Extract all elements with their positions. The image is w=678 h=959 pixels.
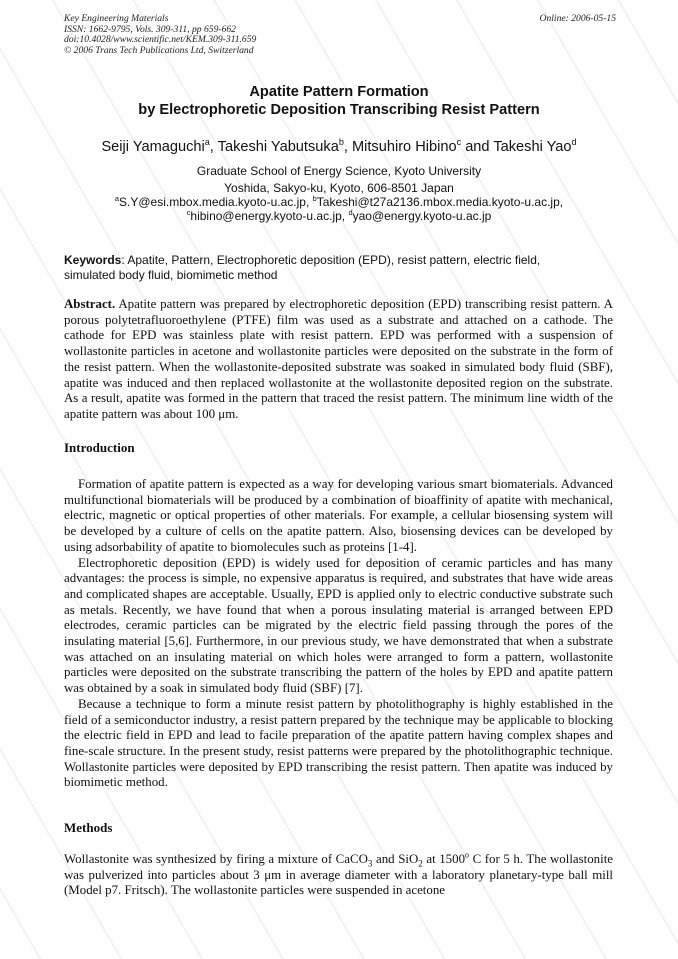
intro-paragraph-1: Formation of apatite pattern is expected as a way for developing various smart biomaterials. Advanced multifunctional biomaterials will be produced by a combination of bioaffinity of apatite with mechanical, electric, magnetic or optical properties of other materials. For example, a cellular biosensing system will be developed by a culture of cells on the apatite pattern. Also, biosensing devices can be developed by using adsorbability of apatite to biomolecules such as proteins [1-4]. [64,477,613,554]
author-name: Takeshi Yao [493,139,572,155]
introduction-heading: Introduction [64,440,135,455]
intro-paragraph-3: Because a technique to form a minute resist pattern by photolithography is highly established in the field of a semiconductor industry, a resist pattern prepared by the technique may be applicable to blocking the electric field in EPD and lead to facile preparation of the apatite pattern having complex shapes and fine-scale structure. In the present study, resist patterns were prepared by the photolithographic technique. Wollastonite particles were deposited by EPD transcribing the resist pattern. Then apatite was induced by biomimetic method. [64,696,613,790]
email-c: hibino@energy.kyoto-u.ac.jp, [190,209,349,223]
email-line-2: $^c$hibino@energy.kyoto-u.ac.jp, $^d$yao@energy.kyoto-u.ac.jp [186,208,492,223]
methods-heading: Methods [64,820,113,835]
doi-line: doi:10.4028/www.scientific.net/KEM.309-311.659 [64,34,257,46]
title-line-1: Apatite Pattern Formation [249,84,429,100]
abstract-text: Apatite pattern was prepared by electrophoretic deposition (EPD) transcribing resist pattern. A porous polytetrafluoroethylene (PTFE) film was used as a substrate and attached on a cathode. The cathode for EPD was stainless plate with resist pattern. EPD was performed with a suspension of wollastonite particles in acetone and wollastonite particles were deposited on the substrate in the form of the resist pattern. When the wollastonite-deposited substrate was soaked in simulated body fluid (SBF), apatite was induced and then replaced wollastonite at the wollastonite deposited region on the substrate. As a result, apatite was formed in the pattern that traced the resist pattern. The minimum line width of the apatite pattern was about 100 μm. [64,297,613,421]
affiliation-institution: Graduate School of Energy Science, Kyoto University [196,164,482,178]
issn-line: ISSN: 1662-9795, Vols. 309-311, pp 659-662 [64,23,236,35]
copyright-line: © 2006 Trans Tech Publications Ltd, Switzerland [64,44,254,56]
author-name: Takeshi Yabutsuka [217,139,339,155]
methods-paragraph: Wollastonite was synthesized by firing a mixture of CaCO$_3$ and SiO$_2$ at 1500$^o$ C for 5 h. The wollastonite was pulverized into particles about 3 μm in average diameter with a laboratory planetary-type ball mill (Model p7. Fritsch). The wollastonite particles were suspended in acetone [64,850,614,898]
journal-name: Key Engineering Materials [64,13,169,24]
author-name: Seiji Yamaguchi [101,139,205,155]
email-d: yao@energy.kyoto-u.ac.jp [352,209,492,223]
email-line-1: $^a$S.Y@esi.mbox.media.kyoto-u.ac.jp, $^b$Takeshi@t27a2136.mbox.media.kyoto-u.ac.jp, [114,194,564,209]
author-list: Seiji Yamaguchi$^a$, Takeshi Yabutsuka$^b$, Mitsuhiro Hibino$^c$ and Takeshi Yao$^d$ [101,137,577,155]
author-sup: b [338,137,344,148]
email-b: Takeshi@t27a2136.mbox.media.kyoto-u.ac.jp, [316,195,564,209]
author-sup: d [571,137,577,148]
email-a: S.Y@esi.mbox.media.kyoto-u.ac.jp, [119,195,313,209]
author-sup: a [204,137,210,148]
online-date: Online: 2006-05-15 [539,13,616,24]
methods-body [64,852,613,899]
paper-title [0,83,678,119]
journal-header [64,14,616,56]
abstract-label: Abstract. [64,297,116,311]
keywords-label: Keywords [64,253,122,267]
affiliation-address: Yoshida, Sakyo-ku, Kyoto, 606-8501 Japan [224,181,454,195]
abstract [64,297,613,423]
keywords-text: : Apatite, Pattern, Electrophoretic deposition (EPD), resist pattern, electric field, simulated body fluid, biomimetic method [64,253,541,282]
author-sup: c [456,137,462,148]
author-name: Mitsuhiro Hibino [351,139,457,155]
intro-paragraph-2: Electrophoretic deposition (EPD) is widely used for deposition of ceramic particles and has many advantages: the process is simple, no expensive apparatus is required, and substrates that have wide areas and complicated shapes are acceptable. Usually, EPD is applied only to electric conductive substrate such as metals. Recently, we have found that when a porous insulating material is arranged between EPD electrodes, ceramic particles can be migrated by the electric field passing through the pores of the insulating material [5,6]. Furthermore, in our previous study, we have demonstrated that when a substrate was attached on an insulating material on which holes were arranged to form a pattern, wollastonite particles were deposited on the substrate transcribing the pattern of the holes by EPD and apatite pattern was obtained by a soak in simulated body fluid (SBF) [7]. [64,555,613,696]
title-line-2: by Electrophoretic Deposition Transcribing Resist Pattern [138,102,540,118]
keywords [64,253,584,282]
introduction-body [64,477,613,791]
